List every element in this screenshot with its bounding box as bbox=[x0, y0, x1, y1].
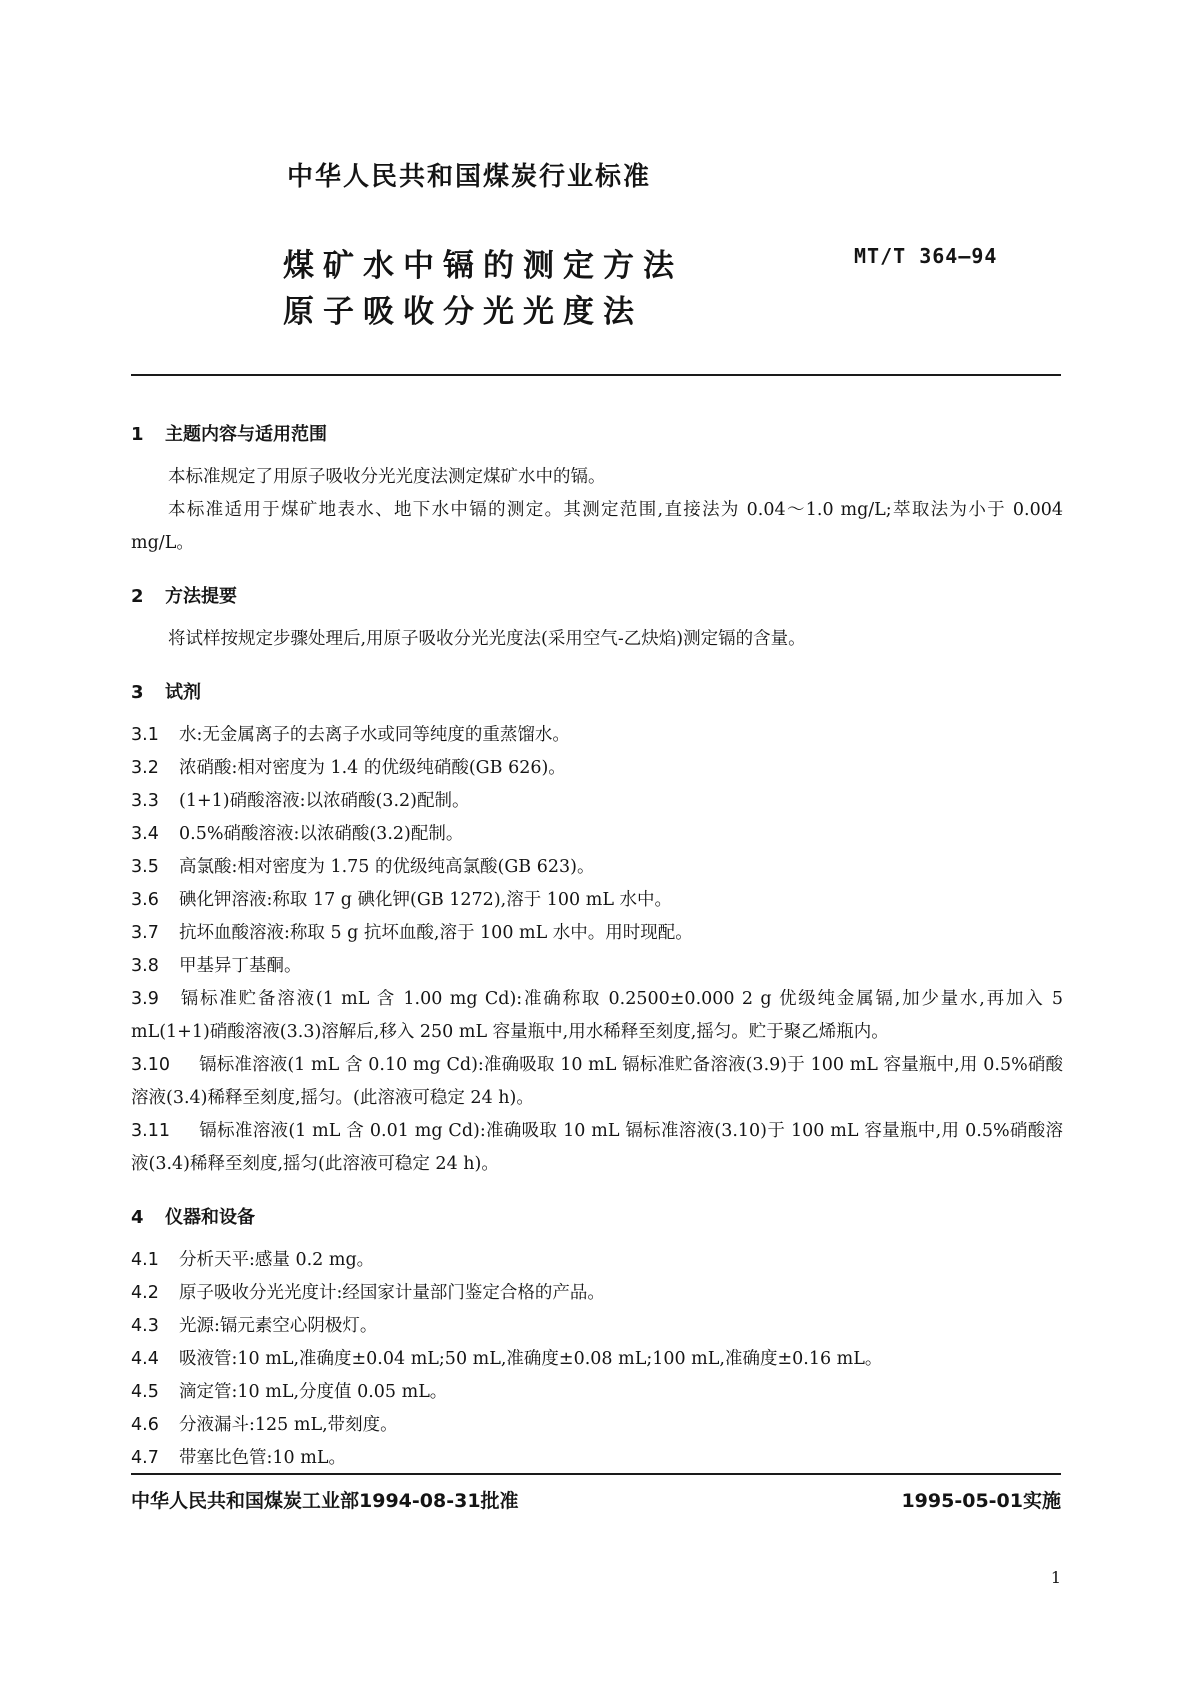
section-number: 3 bbox=[131, 682, 144, 703]
item-text: 镉标准贮备溶液(1 mL 含 1.00 mg Cd):准确称取 0.2500±0.000 2 g 优级纯金属镉,加少量水,再加入 5 mL(1+1)硝酸溶液(3.3)溶解后,移入 250 mL 容量瓶中,用水稀释至刻度,摇匀。贮于聚乙烯瓶内。 bbox=[131, 989, 1063, 1042]
list-item bbox=[131, 1376, 1063, 1409]
section-title: 方法提要 bbox=[165, 586, 237, 607]
item-text: 吸液管:10 mL,准确度±0.04 mL;50 mL,准确度±0.08 mL;100 mL,准确度±0.16 mL。 bbox=[179, 1349, 883, 1369]
list-item bbox=[131, 983, 1063, 1049]
item-text: 镉标准溶液(1 mL 含 0.01 mg Cd):准确吸取 10 mL 镉标准溶液(3.10)于 100 mL 容量瓶中,用 0.5%硝酸溶液(3.4)稀释至刻度,摇匀(此溶液可稳定 24 h)。 bbox=[131, 1121, 1063, 1174]
item-text: 光源:镉元素空心阴极灯。 bbox=[179, 1316, 378, 1336]
item-text: 甲基异丁基酮。 bbox=[179, 956, 302, 976]
item-number: 3.3 bbox=[131, 791, 159, 811]
item-number: 3.9 bbox=[131, 989, 159, 1009]
item-text: 滴定管:10 mL,分度值 0.05 mL。 bbox=[179, 1382, 448, 1402]
item-number: 3.10 bbox=[131, 1055, 170, 1075]
section-2-heading bbox=[131, 580, 1063, 613]
section-title: 仪器和设备 bbox=[165, 1207, 255, 1228]
section-number: 1 bbox=[131, 424, 144, 445]
item-number: 3.8 bbox=[131, 956, 159, 976]
list-item bbox=[131, 1343, 1063, 1376]
item-text: 碘化钾溶液:称取 17 g 碘化钾(GB 1272),溶于 100 mL 水中。 bbox=[179, 890, 673, 910]
spacer bbox=[131, 560, 1063, 574]
footer-divider bbox=[131, 1473, 1061, 1475]
list-item bbox=[131, 950, 1063, 983]
list-item bbox=[131, 1277, 1063, 1310]
document-title-line2: 原子吸收分光光度法 bbox=[283, 294, 643, 330]
item-number: 4.5 bbox=[131, 1382, 159, 1402]
list-item bbox=[131, 1115, 1063, 1181]
paragraph: 本标准规定了用原子吸收分光光度法测定煤矿水中的镉。 bbox=[168, 467, 606, 487]
paragraph: 本标准适用于煤矿地表水、地下水中镉的测定。其测定范围,直接法为 0.04～1.0 mg/L;萃取法为小于 0.004 mg/L。 bbox=[131, 500, 1063, 553]
paragraph: 将试样按规定步骤处理后,用原子吸收分光光度法(采用空气-乙炔焰)测定镉的含量。 bbox=[168, 629, 806, 649]
item-number: 4.1 bbox=[131, 1250, 159, 1270]
equipment-list bbox=[131, 1244, 1063, 1475]
item-number: 4.3 bbox=[131, 1316, 159, 1336]
item-text: 镉标准溶液(1 mL 含 0.10 mg Cd):准确吸取 10 mL 镉标准贮备溶液(3.9)于 100 mL 容量瓶中,用 0.5%硝酸溶液(3.4)稀释至刻度,摇匀。(此溶液可稳定 24 h)。 bbox=[131, 1055, 1063, 1108]
list-item bbox=[131, 1310, 1063, 1343]
item-text: 抗坏血酸溶液:称取 5 g 抗坏血酸,溶于 100 mL 水中。用时现配。 bbox=[179, 923, 693, 943]
item-text: 分液漏斗:125 mL,带刻度。 bbox=[179, 1415, 398, 1435]
list-item bbox=[131, 818, 1063, 851]
list-item bbox=[131, 1244, 1063, 1277]
item-number: 4.4 bbox=[131, 1349, 159, 1369]
standard-organization: 中华人民共和国煤炭行业标准 bbox=[287, 162, 652, 192]
effective-date: 1995-05-01实施 bbox=[901, 1490, 1061, 1512]
section-number: 2 bbox=[131, 586, 144, 607]
item-number: 4.2 bbox=[131, 1283, 159, 1303]
list-item bbox=[131, 1409, 1063, 1442]
list-item bbox=[131, 719, 1063, 752]
item-number: 4.6 bbox=[131, 1415, 159, 1435]
list-item bbox=[131, 917, 1063, 950]
item-text: 水:无金属离子的去离子水或同等纯度的重蒸馏水。 bbox=[179, 725, 570, 745]
list-item bbox=[131, 1049, 1063, 1115]
item-number: 3.11 bbox=[131, 1121, 170, 1141]
list-item bbox=[131, 851, 1063, 884]
standard-code: MT/T 364—94 bbox=[854, 244, 998, 268]
item-number: 3.7 bbox=[131, 923, 159, 943]
item-text: 分析天平:感量 0.2 mg。 bbox=[179, 1250, 375, 1270]
section-title: 试剂 bbox=[165, 682, 201, 703]
reagent-list bbox=[131, 719, 1063, 1181]
page-number: 1 bbox=[1050, 1568, 1061, 1587]
section-4-heading bbox=[131, 1201, 1063, 1234]
section-title: 主题内容与适用范围 bbox=[165, 424, 327, 445]
list-item bbox=[131, 1442, 1063, 1475]
item-number: 3.2 bbox=[131, 758, 159, 778]
item-text: 0.5%硝酸溶液:以浓硝酸(3.2)配制。 bbox=[179, 824, 464, 844]
header-divider bbox=[131, 374, 1061, 376]
document-body bbox=[131, 412, 1063, 1475]
approval-statement: 中华人民共和国煤炭工业部1994-08-31批准 bbox=[131, 1490, 519, 1512]
list-item bbox=[131, 752, 1063, 785]
item-text: 浓硝酸:相对密度为 1.4 的优级纯硝酸(GB 626)。 bbox=[179, 758, 566, 778]
document-title-line1: 煤矿水中镉的测定方法 bbox=[283, 248, 683, 284]
list-item bbox=[131, 785, 1063, 818]
item-number: 3.4 bbox=[131, 824, 159, 844]
item-number: 3.5 bbox=[131, 857, 159, 877]
item-text: 带塞比色管:10 mL。 bbox=[179, 1448, 346, 1468]
list-item bbox=[131, 884, 1063, 917]
item-text: 高氯酸:相对密度为 1.75 的优级纯高氯酸(GB 623)。 bbox=[179, 857, 595, 877]
section-1-heading bbox=[131, 418, 1063, 451]
item-number: 4.7 bbox=[131, 1448, 159, 1468]
item-number: 3.6 bbox=[131, 890, 159, 910]
item-number: 3.1 bbox=[131, 725, 159, 745]
spacer bbox=[131, 656, 1063, 670]
section-number: 4 bbox=[131, 1207, 144, 1228]
section-3-heading bbox=[131, 676, 1063, 709]
spacer bbox=[131, 1181, 1063, 1195]
item-text: 原子吸收分光光度计:经国家计量部门鉴定合格的产品。 bbox=[179, 1283, 605, 1303]
item-text: (1+1)硝酸溶液:以浓硝酸(3.2)配制。 bbox=[179, 791, 470, 811]
